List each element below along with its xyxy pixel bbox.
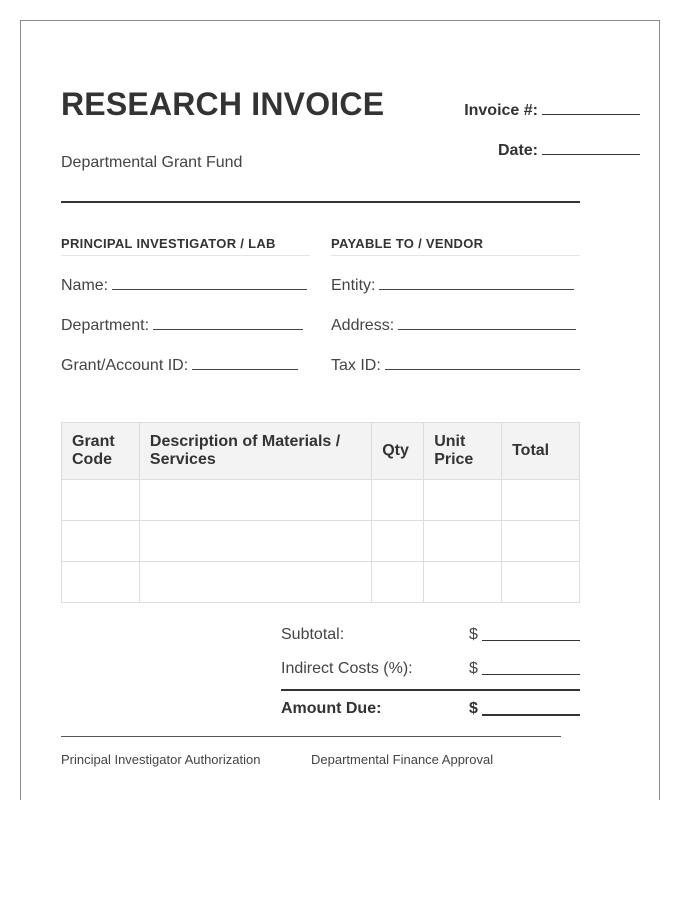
- cell-unit-price[interactable]: [424, 521, 502, 562]
- totals-divider: [281, 689, 580, 691]
- amount-due-currency: $: [469, 700, 478, 717]
- table-row: [62, 480, 580, 521]
- cell-grant-code[interactable]: [62, 562, 140, 603]
- page-subtitle: Departmental Grant Fund: [61, 154, 243, 171]
- column-header-grant-code: Grant Code: [62, 423, 140, 480]
- invoice-number-label: Invoice #:: [464, 102, 538, 119]
- pi-section-heading: PRINCIPAL INVESTIGATOR / LAB: [61, 236, 310, 256]
- vendor-section: [331, 236, 580, 256]
- cell-unit-price[interactable]: [424, 562, 502, 603]
- pi-name-label: Name:: [61, 277, 109, 294]
- amount-due-label: Amount Due:: [281, 700, 382, 717]
- cell-total[interactable]: [502, 480, 580, 521]
- pi-department-label: Department:: [61, 317, 150, 334]
- vendor-address-blank[interactable]: [398, 315, 576, 330]
- cell-unit-price[interactable]: [424, 480, 502, 521]
- cell-qty[interactable]: [372, 480, 424, 521]
- header-divider: [61, 201, 580, 203]
- cell-total[interactable]: [502, 562, 580, 603]
- vendor-entity-blank[interactable]: [379, 275, 574, 290]
- date-field[interactable]: [498, 139, 640, 160]
- pi-name-blank[interactable]: [112, 275, 307, 290]
- pi-grant-label: Grant/Account ID:: [61, 357, 189, 374]
- vendor-section-heading: PAYABLE TO / VENDOR: [331, 236, 580, 256]
- cell-description[interactable]: [139, 562, 371, 603]
- indirect-costs-currency: $: [469, 660, 478, 677]
- invoice-number-field[interactable]: [464, 99, 640, 120]
- pi-section: [61, 236, 310, 256]
- table-header-row: [62, 423, 580, 480]
- invoice-page: [20, 20, 660, 800]
- pi-grant-field[interactable]: [61, 355, 298, 375]
- cell-total[interactable]: [502, 521, 580, 562]
- column-header-unit-price: Unit Price: [424, 423, 502, 480]
- pi-name-field[interactable]: [61, 275, 307, 295]
- vendor-entity-label: Entity:: [331, 277, 376, 294]
- pi-grant-blank[interactable]: [192, 355, 298, 370]
- vendor-taxid-label: Tax ID:: [331, 357, 381, 374]
- pi-department-blank[interactable]: [153, 315, 303, 330]
- table-row: [62, 521, 580, 562]
- vendor-address-label: Address:: [331, 317, 395, 334]
- page-title: RESEARCH INVOICE: [61, 86, 385, 122]
- items-table: [61, 422, 580, 603]
- table-row: [62, 562, 580, 603]
- column-header-description: Description of Materials / Services: [139, 423, 371, 480]
- cell-qty[interactable]: [372, 562, 424, 603]
- cell-grant-code[interactable]: [62, 480, 140, 521]
- pi-authorization-label: Principal Investigator Authorization: [61, 752, 261, 767]
- column-header-total: Total: [502, 423, 580, 480]
- cell-description[interactable]: [139, 521, 371, 562]
- subtotal-label: Subtotal:: [281, 626, 345, 643]
- vendor-entity-field[interactable]: [331, 275, 574, 295]
- invoice-number-blank[interactable]: [542, 99, 640, 115]
- column-header-qty: Qty: [372, 423, 424, 480]
- date-blank[interactable]: [542, 139, 640, 155]
- indirect-costs-label: Indirect Costs (%):: [281, 660, 413, 677]
- vendor-taxid-blank[interactable]: [385, 355, 580, 370]
- finance-approval-label: Departmental Finance Approval: [311, 752, 494, 767]
- vendor-address-field[interactable]: [331, 315, 576, 335]
- cell-qty[interactable]: [372, 521, 424, 562]
- date-label: Date:: [497, 142, 538, 159]
- amount-due-blank[interactable]: [482, 714, 580, 716]
- vendor-taxid-field[interactable]: [331, 355, 580, 375]
- pi-department-field[interactable]: [61, 315, 303, 335]
- subtotal-currency: $: [469, 626, 478, 643]
- subtotal-blank[interactable]: [482, 640, 580, 641]
- cell-grant-code[interactable]: [62, 521, 140, 562]
- cell-description[interactable]: [139, 480, 371, 521]
- signature-line[interactable]: [61, 736, 561, 737]
- indirect-costs-blank[interactable]: [482, 674, 580, 675]
